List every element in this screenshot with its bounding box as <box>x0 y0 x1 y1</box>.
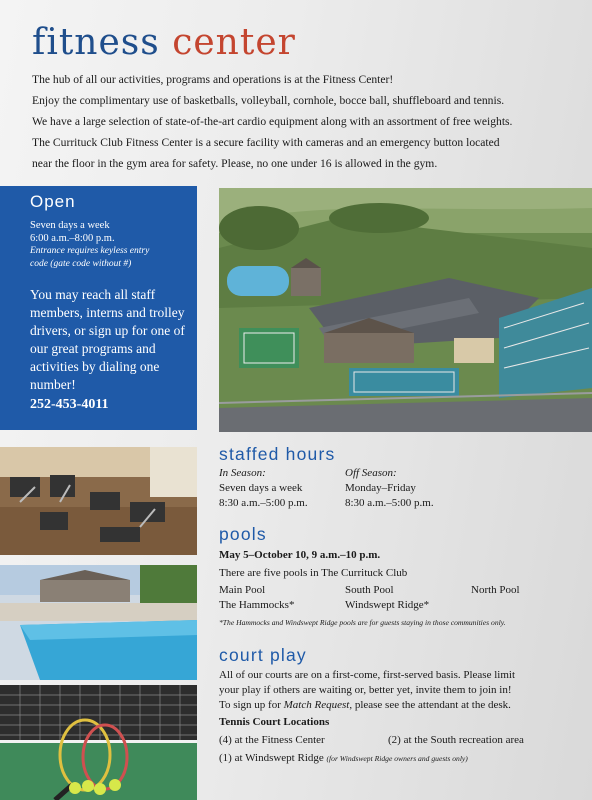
intro-paragraph <box>32 69 562 174</box>
off-season-days: Monday–Friday <box>345 482 416 494</box>
pool-photo <box>0 565 197 680</box>
open-reach-text: You may reach all staff members, interns and trolley drivers, or sign up for one of our great programs and activities by dialing one number! <box>30 287 185 392</box>
title-word-fitness: fitness <box>32 22 160 63</box>
windswept-note: (for Windswept Ridge owners and guests only) <box>326 754 468 763</box>
in-season-days: Seven days a week <box>219 482 303 494</box>
aerial-photo <box>219 188 592 432</box>
court-line: To sign up for Match Request, please see the attendant at the desk. <box>219 699 511 711</box>
pool-name: The Hammocks* <box>219 599 295 611</box>
open-entrance-note-2: code (gate code without #) <box>30 259 132 269</box>
match-request-text: Match Request <box>283 699 350 711</box>
tennis-photo <box>0 685 197 800</box>
pool-name: Main Pool <box>219 584 266 596</box>
pool-name: South Pool <box>345 584 394 596</box>
intro-line: The Currituck Club Fitness Center is a secure facility with cameras and an emergency button located <box>32 136 500 149</box>
pool-name: Windswept Ridge* <box>345 599 430 611</box>
open-info-box <box>0 186 197 430</box>
open-entrance-note: Entrance requires keyless entry <box>30 246 150 256</box>
phone-number[interactable]: 252-453-4011 <box>30 397 109 412</box>
intro-line: near the floor in the gym area for safety. Please, no one under 16 is allowed in the gym. <box>32 157 438 170</box>
in-season-label: In Season: <box>219 467 266 479</box>
off-season-label: Off Season: <box>345 467 397 479</box>
pools-dates: May 5–October 10, 9 a.m.–10 p.m. <box>219 549 381 561</box>
court-line: your play if others are waiting or, better yet, invite them to join in! <box>219 684 512 696</box>
pools-intro: There are five pools in The Currituck Club <box>219 567 408 579</box>
pools-note: *The Hammocks and Windswept Ridge pools are for guests staying in those communities only. <box>219 618 506 627</box>
off-season-hours: 8:30 a.m.–5:00 p.m. <box>345 497 434 509</box>
intro-line: The hub of all our activities, programs and operations is at the Fitness Center! <box>32 73 394 86</box>
tennis-location: (2) at the South recreation area <box>388 734 524 746</box>
intro-line: We have a large selection of state-of-the-art cardio equipment along with an assortment of free weights. <box>32 115 513 128</box>
intro-line: Enjoy the complimentary use of basketballs, volleyball, cornhole, bocce ball, shuffleboard and tennis. <box>32 94 505 107</box>
pool-name: North Pool <box>471 584 520 596</box>
court-line: All of our courts are on a first-come, first-served basis. Please limit <box>219 669 516 681</box>
staffed-hours-heading: staffed hours <box>219 444 336 464</box>
tennis-location: (4) at the Fitness Center <box>219 734 325 746</box>
open-days: Seven days a week <box>30 220 110 231</box>
page-title <box>32 22 296 63</box>
title-word-center: center <box>172 22 296 63</box>
tennis-location: (1) at Windswept Ridge (for Windswept Ridge owners and guests only) <box>219 752 468 764</box>
pools-heading: pools <box>219 524 267 544</box>
open-heading: Open <box>30 192 76 211</box>
court-play-heading: court play <box>219 645 307 665</box>
gym-photo <box>0 447 197 555</box>
open-hours: 6:00 a.m.–8:00 p.m. <box>30 233 115 244</box>
in-season-hours: 8:30 a.m.–5:00 p.m. <box>219 497 308 509</box>
tennis-locations-heading: Tennis Court Locations <box>219 716 330 728</box>
